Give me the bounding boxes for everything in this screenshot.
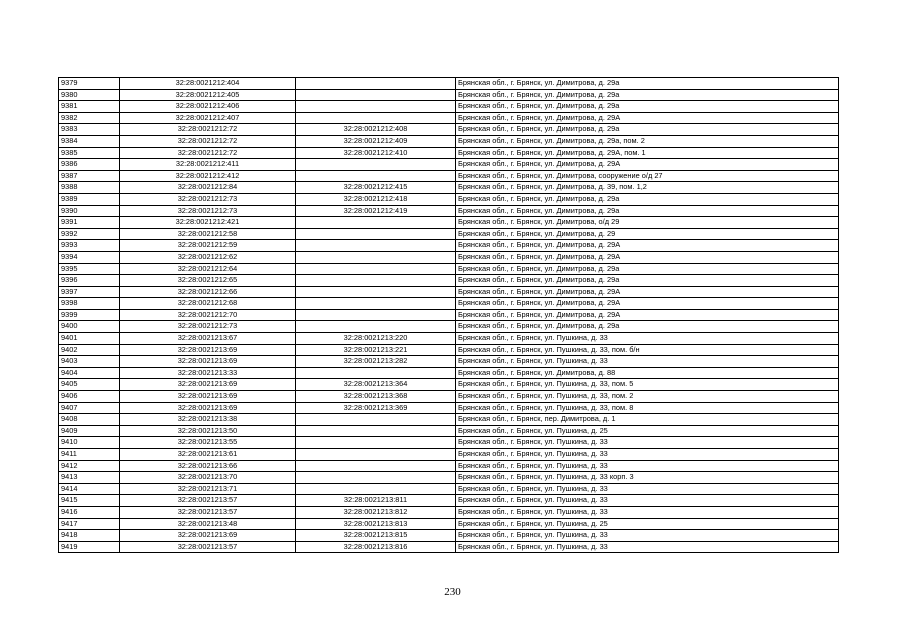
row-number-cell: 9390	[59, 205, 120, 217]
row-number-cell: 9418	[59, 530, 120, 542]
address-cell: Брянская обл., г. Брянск, ул. Пушкина, д. 33	[456, 483, 839, 495]
address-cell: Брянская обл., г. Брянск, ул. Димитрова, д. 29а	[456, 275, 839, 287]
table-row	[59, 495, 839, 507]
table-row	[59, 298, 839, 310]
row-number-cell: 9412	[59, 460, 120, 472]
table-row	[59, 402, 839, 414]
cadastral-number-cell: 32:28:0021212:72	[120, 135, 296, 147]
cadastral-number-cell: 32:28:0021212:59	[120, 240, 296, 252]
row-number-cell: 9402	[59, 344, 120, 356]
linked-cadastral-number-cell	[296, 425, 456, 437]
row-number-cell: 9411	[59, 449, 120, 461]
linked-cadastral-number-cell: 32:28:0021213:811	[296, 495, 456, 507]
row-number-cell: 9388	[59, 182, 120, 194]
linked-cadastral-number-cell	[296, 414, 456, 426]
row-number-cell: 9384	[59, 135, 120, 147]
row-number-cell: 9413	[59, 472, 120, 484]
linked-cadastral-number-cell: 32:28:0021213:364	[296, 379, 456, 391]
address-cell: Брянская обл., г. Брянск, ул. Димитрова, д. 29а	[456, 89, 839, 101]
linked-cadastral-number-cell	[296, 472, 456, 484]
address-cell: Брянская обл., г. Брянск, ул. Пушкина, д. 25	[456, 425, 839, 437]
address-cell: Брянская обл., г. Брянск, ул. Димитрова, д. 29а	[456, 78, 839, 90]
cadastral-number-cell: 32:28:0021212:84	[120, 182, 296, 194]
address-cell: Брянская обл., г. Брянск, ул. Пушкина, д. 33	[456, 333, 839, 345]
table-row	[59, 449, 839, 461]
address-cell: Брянская обл., г. Брянск, ул. Пушкина, д. 33, пом. 5	[456, 379, 839, 391]
table-row	[59, 228, 839, 240]
cadastral-number-cell: 32:28:0021212:73	[120, 193, 296, 205]
row-number-cell: 9386	[59, 159, 120, 171]
row-number-cell: 9408	[59, 414, 120, 426]
row-number-cell: 9419	[59, 541, 120, 553]
linked-cadastral-number-cell	[296, 309, 456, 321]
cadastral-number-cell: 32:28:0021212:421	[120, 217, 296, 229]
cadastral-number-cell: 32:28:0021213:69	[120, 402, 296, 414]
table-row	[59, 367, 839, 379]
address-cell: Брянская обл., г. Брянск, ул. Димитрова, д. 29А	[456, 159, 839, 171]
cadastral-number-cell: 32:28:0021212:65	[120, 275, 296, 287]
linked-cadastral-number-cell: 32:28:0021212:408	[296, 124, 456, 136]
address-cell: Брянская обл., г. Брянск, ул. Димитрова, д. 29а	[456, 124, 839, 136]
address-cell: Брянская обл., г. Брянск, ул. Димитрова, сооружение о/д 27	[456, 170, 839, 182]
cadastral-number-cell: 32:28:0021213:33	[120, 367, 296, 379]
address-cell: Брянская обл., г. Брянск, ул. Димитрова, д. 29а	[456, 263, 839, 275]
table-row	[59, 425, 839, 437]
cadastral-number-cell: 32:28:0021212:73	[120, 205, 296, 217]
cadastral-number-cell: 32:28:0021213:48	[120, 518, 296, 530]
linked-cadastral-number-cell: 32:28:0021212:418	[296, 193, 456, 205]
table-row	[59, 182, 839, 194]
table-row	[59, 263, 839, 275]
address-cell: Брянская обл., г. Брянск, пер. Димитрова, д. 1	[456, 414, 839, 426]
address-cell: Брянская обл., г. Брянск, ул. Димитрова, д. 29А	[456, 309, 839, 321]
address-cell: Брянская обл., г. Брянск, ул. Димитрова, д. 29А	[456, 298, 839, 310]
address-cell: Брянская обл., г. Брянск, ул. Димитрова, д. 29а	[456, 193, 839, 205]
row-number-cell: 9381	[59, 101, 120, 113]
linked-cadastral-number-cell	[296, 263, 456, 275]
table-row	[59, 286, 839, 298]
address-cell: Брянская обл., г. Брянск, ул. Димитрова, д. 29А, пом. 1	[456, 147, 839, 159]
address-cell: Брянская обл., г. Брянск, ул. Пушкина, д. 33	[456, 460, 839, 472]
table-row	[59, 309, 839, 321]
row-number-cell: 9393	[59, 240, 120, 252]
linked-cadastral-number-cell	[296, 112, 456, 124]
cadastral-number-cell: 32:28:0021212:405	[120, 89, 296, 101]
linked-cadastral-number-cell: 32:28:0021213:368	[296, 391, 456, 403]
table-row	[59, 483, 839, 495]
linked-cadastral-number-cell	[296, 240, 456, 252]
linked-cadastral-number-cell	[296, 437, 456, 449]
linked-cadastral-number-cell	[296, 228, 456, 240]
table-row	[59, 251, 839, 263]
row-number-cell: 9409	[59, 425, 120, 437]
table-row	[59, 344, 839, 356]
address-cell: Брянская обл., г. Брянск, ул. Пушкина, д. 33, пом. 2	[456, 391, 839, 403]
linked-cadastral-number-cell	[296, 101, 456, 113]
linked-cadastral-number-cell	[296, 286, 456, 298]
address-cell: Брянская обл., г. Брянск, ул. Пушкина, д. 33	[456, 437, 839, 449]
row-number-cell: 9406	[59, 391, 120, 403]
address-cell: Брянская обл., г. Брянск, ул. Димитрова, д. 29А	[456, 286, 839, 298]
address-cell: Брянская обл., г. Брянск, ул. Димитрова, д. 29а, пом. 2	[456, 135, 839, 147]
cadastral-number-cell: 32:28:0021212:58	[120, 228, 296, 240]
cadastral-number-cell: 32:28:0021213:38	[120, 414, 296, 426]
linked-cadastral-number-cell: 32:28:0021213:815	[296, 530, 456, 542]
linked-cadastral-number-cell: 32:28:0021213:369	[296, 402, 456, 414]
row-number-cell: 9385	[59, 147, 120, 159]
linked-cadastral-number-cell: 32:28:0021212:409	[296, 135, 456, 147]
linked-cadastral-number-cell: 32:28:0021213:220	[296, 333, 456, 345]
linked-cadastral-number-cell	[296, 170, 456, 182]
row-number-cell: 9410	[59, 437, 120, 449]
row-number-cell: 9407	[59, 402, 120, 414]
row-number-cell: 9379	[59, 78, 120, 90]
row-number-cell: 9397	[59, 286, 120, 298]
address-cell: Брянская обл., г. Брянск, ул. Пушкина, д. 33, пом. 8	[456, 402, 839, 414]
cadastral-number-cell: 32:28:0021213:57	[120, 495, 296, 507]
cadastral-number-cell: 32:28:0021212:64	[120, 263, 296, 275]
cadastral-number-cell: 32:28:0021213:55	[120, 437, 296, 449]
cadastral-number-cell: 32:28:0021213:67	[120, 333, 296, 345]
linked-cadastral-number-cell	[296, 78, 456, 90]
table-row	[59, 518, 839, 530]
linked-cadastral-number-cell: 32:28:0021212:410	[296, 147, 456, 159]
table-row	[59, 506, 839, 518]
address-cell: Брянская обл., г. Брянск, ул. Димитрова, о/д 29	[456, 217, 839, 229]
table-row	[59, 193, 839, 205]
linked-cadastral-number-cell	[296, 321, 456, 333]
table-row	[59, 379, 839, 391]
address-cell: Брянская обл., г. Брянск, ул. Пушкина, д. 33 корп. 3	[456, 472, 839, 484]
table-row	[59, 124, 839, 136]
address-cell: Брянская обл., г. Брянск, ул. Димитрова, д. 29а	[456, 205, 839, 217]
table-row	[59, 205, 839, 217]
linked-cadastral-number-cell	[296, 367, 456, 379]
cadastral-number-cell: 32:28:0021213:70	[120, 472, 296, 484]
page-number: 230	[444, 586, 461, 598]
row-number-cell: 9389	[59, 193, 120, 205]
linked-cadastral-number-cell: 32:28:0021212:415	[296, 182, 456, 194]
address-cell: Брянская обл., г. Брянск, ул. Пушкина, д. 33	[456, 356, 839, 368]
linked-cadastral-number-cell	[296, 89, 456, 101]
table-row	[59, 356, 839, 368]
cadastral-number-cell: 32:28:0021213:71	[120, 483, 296, 495]
address-cell: Брянская обл., г. Брянск, ул. Димитрова, д. 29А	[456, 112, 839, 124]
linked-cadastral-number-cell	[296, 449, 456, 461]
table-row	[59, 135, 839, 147]
table-row	[59, 159, 839, 171]
address-cell: Брянская обл., г. Брянск, ул. Пушкина, д. 33	[456, 495, 839, 507]
table-row	[59, 460, 839, 472]
row-number-cell: 9398	[59, 298, 120, 310]
linked-cadastral-number-cell	[296, 460, 456, 472]
cadastral-number-cell: 32:28:0021213:69	[120, 344, 296, 356]
linked-cadastral-number-cell: 32:28:0021213:813	[296, 518, 456, 530]
row-number-cell: 9403	[59, 356, 120, 368]
linked-cadastral-number-cell	[296, 217, 456, 229]
cadastral-number-cell: 32:28:0021213:57	[120, 541, 296, 553]
cadastral-number-cell: 32:28:0021212:411	[120, 159, 296, 171]
row-number-cell: 9396	[59, 275, 120, 287]
row-number-cell: 9416	[59, 506, 120, 518]
row-number-cell: 9391	[59, 217, 120, 229]
linked-cadastral-number-cell: 32:28:0021213:282	[296, 356, 456, 368]
cadastral-number-cell: 32:28:0021213:69	[120, 356, 296, 368]
address-cell: Брянская обл., г. Брянск, ул. Димитрова, д. 29а	[456, 321, 839, 333]
row-number-cell: 9405	[59, 379, 120, 391]
table-row	[59, 112, 839, 124]
row-number-cell: 9380	[59, 89, 120, 101]
address-cell: Брянская обл., г. Брянск, ул. Димитрова, д. 29А	[456, 240, 839, 252]
address-cell: Брянская обл., г. Брянск, ул. Пушкина, д. 33	[456, 506, 839, 518]
cadastral-number-cell: 32:28:0021213:61	[120, 449, 296, 461]
linked-cadastral-number-cell	[296, 159, 456, 171]
row-number-cell: 9400	[59, 321, 120, 333]
cadastral-number-cell: 32:28:0021213:50	[120, 425, 296, 437]
address-cell: Брянская обл., г. Брянск, ул. Димитрова, д. 29А	[456, 251, 839, 263]
cadastral-number-cell: 32:28:0021212:406	[120, 101, 296, 113]
linked-cadastral-number-cell	[296, 298, 456, 310]
table-row	[59, 275, 839, 287]
cadastral-number-cell: 32:28:0021212:68	[120, 298, 296, 310]
cadastral-number-cell: 32:28:0021212:73	[120, 321, 296, 333]
row-number-cell: 9382	[59, 112, 120, 124]
row-number-cell: 9401	[59, 333, 120, 345]
linked-cadastral-number-cell: 32:28:0021213:812	[296, 506, 456, 518]
linked-cadastral-number-cell: 32:28:0021213:816	[296, 541, 456, 553]
table-row	[59, 147, 839, 159]
cadastral-number-cell: 32:28:0021212:404	[120, 78, 296, 90]
cadastral-number-cell: 32:28:0021212:70	[120, 309, 296, 321]
cadastral-number-cell: 32:28:0021213:66	[120, 460, 296, 472]
table-row	[59, 414, 839, 426]
linked-cadastral-number-cell: 32:28:0021213:221	[296, 344, 456, 356]
row-number-cell: 9395	[59, 263, 120, 275]
address-cell: Брянская обл., г. Брянск, ул. Димитрова, д. 88	[456, 367, 839, 379]
cadastral-number-cell: 32:28:0021213:69	[120, 530, 296, 542]
address-cell: Брянская обл., г. Брянск, ул. Димитрова, д. 29	[456, 228, 839, 240]
table-row	[59, 170, 839, 182]
row-number-cell: 9392	[59, 228, 120, 240]
table-row	[59, 89, 839, 101]
address-cell: Брянская обл., г. Брянск, ул. Пушкина, д. 33	[456, 541, 839, 553]
row-number-cell: 9404	[59, 367, 120, 379]
table-row	[59, 333, 839, 345]
table-row	[59, 391, 839, 403]
table-row	[59, 217, 839, 229]
row-number-cell: 9394	[59, 251, 120, 263]
table-row	[59, 240, 839, 252]
cadastral-number-cell: 32:28:0021213:69	[120, 379, 296, 391]
table-row	[59, 472, 839, 484]
cadastral-number-cell: 32:28:0021212:412	[120, 170, 296, 182]
row-number-cell: 9399	[59, 309, 120, 321]
row-number-cell: 9417	[59, 518, 120, 530]
address-cell: Брянская обл., г. Брянск, ул. Пушкина, д. 33	[456, 530, 839, 542]
cadastral-number-cell: 32:28:0021213:57	[120, 506, 296, 518]
linked-cadastral-number-cell	[296, 275, 456, 287]
linked-cadastral-number-cell	[296, 483, 456, 495]
table-row	[59, 321, 839, 333]
cadastral-number-cell: 32:28:0021212:72	[120, 124, 296, 136]
row-number-cell: 9414	[59, 483, 120, 495]
address-cell: Брянская обл., г. Брянск, ул. Пушкина, д. 33, пом. б/н	[456, 344, 839, 356]
row-number-cell: 9387	[59, 170, 120, 182]
cadastral-number-cell: 32:28:0021212:66	[120, 286, 296, 298]
table-row	[59, 78, 839, 90]
table-row	[59, 437, 839, 449]
table-row	[59, 101, 839, 113]
row-number-cell: 9415	[59, 495, 120, 507]
cadastral-number-cell: 32:28:0021212:407	[120, 112, 296, 124]
registry-table	[58, 77, 839, 553]
address-cell: Брянская обл., г. Брянск, ул. Димитрова, д. 39, пом. 1,2	[456, 182, 839, 194]
table-row	[59, 530, 839, 542]
registry-table-body	[59, 78, 839, 553]
linked-cadastral-number-cell: 32:28:0021212:419	[296, 205, 456, 217]
linked-cadastral-number-cell	[296, 251, 456, 263]
table-row	[59, 541, 839, 553]
cadastral-number-cell: 32:28:0021212:62	[120, 251, 296, 263]
cadastral-number-cell: 32:28:0021213:69	[120, 391, 296, 403]
cadastral-number-cell: 32:28:0021212:72	[120, 147, 296, 159]
address-cell: Брянская обл., г. Брянск, ул. Пушкина, д. 25	[456, 518, 839, 530]
address-cell: Брянская обл., г. Брянск, ул. Димитрова, д. 29а	[456, 101, 839, 113]
row-number-cell: 9383	[59, 124, 120, 136]
address-cell: Брянская обл., г. Брянск, ул. Пушкина, д. 33	[456, 449, 839, 461]
